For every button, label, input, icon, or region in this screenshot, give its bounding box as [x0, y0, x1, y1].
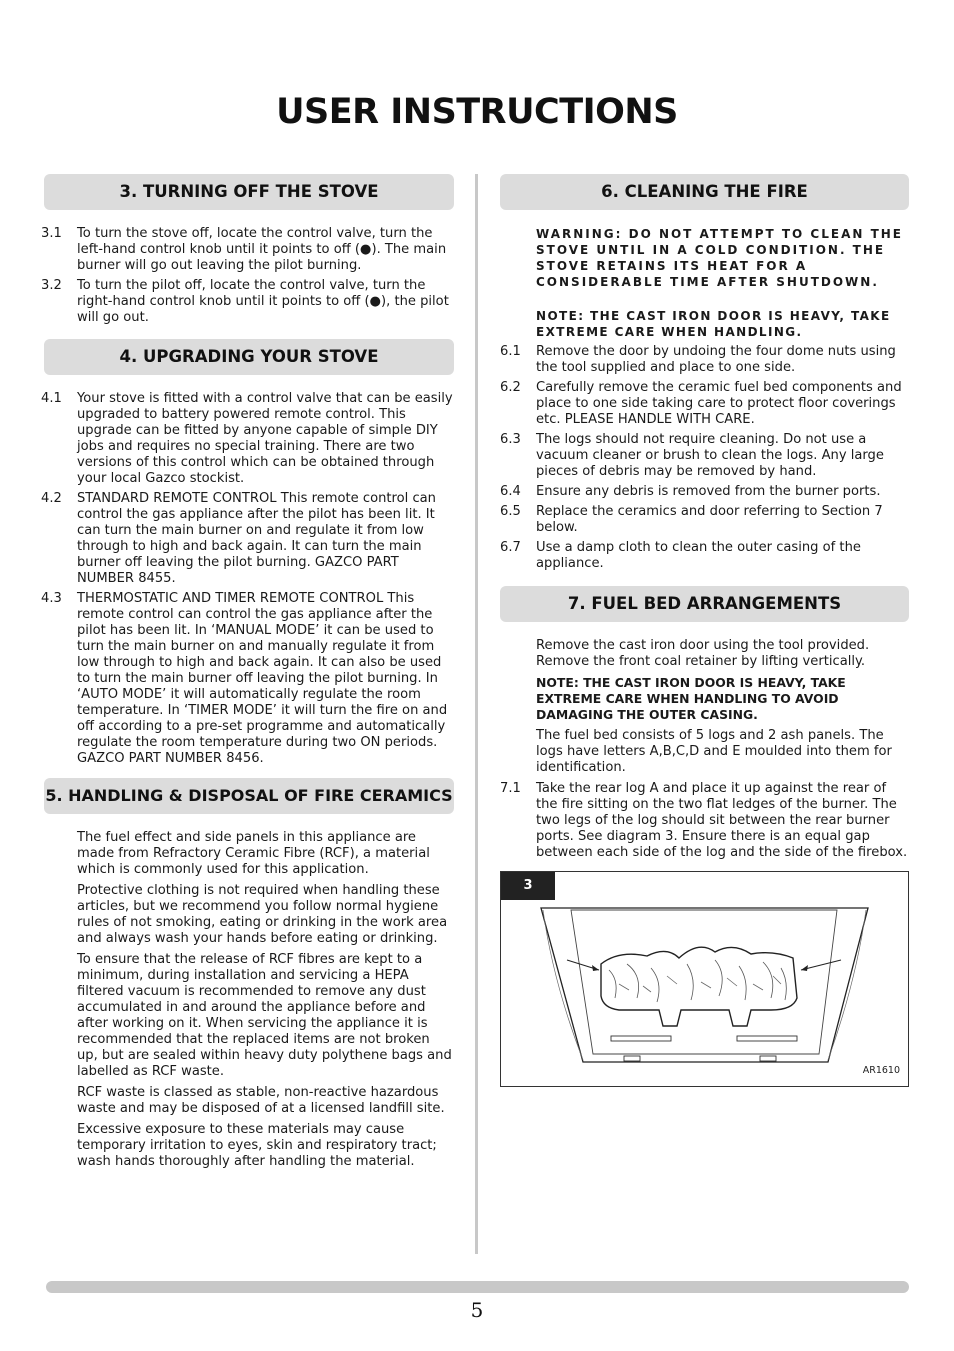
- item-number: 4.2: [41, 491, 62, 506]
- item-number: 3.2: [41, 278, 62, 293]
- section-heading-turning-off: 3. TURNING OFF THE STOVE: [44, 174, 454, 210]
- list-item: [41, 278, 454, 326]
- section-heading-upgrading: 4. UPGRADING YOUR STOVE: [44, 339, 454, 375]
- figure-number: 3: [501, 872, 555, 900]
- list-item: [41, 491, 454, 587]
- item-text: Replace the ceramics and door referring to Section 7 below.: [536, 504, 883, 535]
- item-number: 6.3: [500, 432, 521, 447]
- item-text: Remove the door by undoing the four dome nuts using the tool supplied and place to one side.: [536, 344, 896, 375]
- item-number: 3.1: [41, 226, 62, 241]
- paragraph: The fuel effect and side panels in this appliance are made from Refractory Ceramic Fibre (RCF), a material which is commonly used for this application.: [77, 830, 430, 877]
- list-item: [500, 504, 909, 536]
- ceramics-text: [41, 830, 454, 1170]
- list-item: [500, 432, 909, 480]
- section-heading-ceramics: 5. HANDLING & DISPOSAL OF FIRE CERAMICS: [44, 778, 454, 814]
- paragraph: Remove the cast iron door using the tool provided. Remove the front coal retainer by lifting vertically.: [536, 638, 870, 669]
- list-item: [500, 344, 909, 376]
- cleaning-list: [500, 344, 909, 572]
- item-number: 6.1: [500, 344, 521, 359]
- item-text: STANDARD REMOTE CONTROL This remote control can control the gas appliance after the pilot has been lit. It can turn the main burner on and regulate it from low through to high and back again. It can turn the main burner off leaving the pilot burning. GAZCO PART NUMBER 8455.: [77, 491, 436, 586]
- item-number: 4.1: [41, 391, 62, 406]
- right-column: [500, 174, 909, 1087]
- paragraph: RCF waste is classed as stable, non-reactive hazardous waste and may be disposed of at a licensed landfill site.: [77, 1085, 445, 1116]
- paragraph: To ensure that the release of RCF fibres are kept to a minimum, during installation and servicing a HEPA filtered vacuum is recommended to remove any dust accumulated in and around the appliance before and after working on it. When servicing the appliance it is recommended that the replaced items are not broken up, but are sealed within heavy duty polythene bags and labelled as RCF waste.: [77, 952, 452, 1079]
- column-divider: [475, 174, 478, 1254]
- item-number: 4.3: [41, 591, 62, 606]
- list-item: [41, 226, 454, 274]
- page-title: USER INSTRUCTIONS: [276, 92, 678, 132]
- diagram-3: [500, 871, 909, 1087]
- item-text: The logs should not require cleaning. Do not use a vacuum cleaner or brush to clean the logs. Any large pieces of debris may be removed by hand.: [536, 432, 884, 479]
- paragraph: The fuel bed consists of 5 logs and 2 ash panels. The logs have letters A,B,C,D and E moulded into them for identification.: [536, 728, 892, 775]
- list-item: [500, 380, 909, 428]
- list-item: [41, 391, 454, 487]
- item-text: Take the rear log A and place it up against the rear of the fire sitting on the two flat ledges of the burner. The two legs of the log should sit between the rear burner ports. See diagram 3. Ensure there is an equal gap between each side of the log and the side of the firebox.: [536, 781, 908, 860]
- item-text: Ensure any debris is removed from the burner ports.: [536, 484, 881, 499]
- item-number: 7.1: [500, 781, 521, 796]
- page-number: 5: [470, 1298, 484, 1322]
- item-text: To turn the pilot off, locate the control valve, turn the right-hand control knob until it points to off (●), the pilot will go out.: [77, 278, 449, 325]
- item-text: THERMOSTATIC AND TIMER REMOTE CONTROL This remote control can control the gas appliance after the pilot has been lit. In ‘MANUAL MODE’ it can be used to turn the main burner on and manually regulate it from low through to high and back again. It can also be used to turn the main burner off leaving the pilot burning. In ‘AUTO MODE’ it will automatically regulate the room temperature. In ‘TIMER MODE’ it will turn the fire on and off according to a pre-set programme and automatically regulate the room temperature during two ON periods. GAZCO PART NUMBER 8456.: [77, 591, 448, 766]
- section-heading-fuel-bed: 7. FUEL BED ARRANGEMENTS: [500, 586, 909, 622]
- paragraph: Excessive exposure to these materials may cause temporary irritation to eyes, skin and respiratory tract; wash hands thoroughly after handling the material.: [77, 1122, 437, 1169]
- figure-code: AR1610: [862, 1065, 900, 1076]
- fireplace-log-diagram: [501, 872, 908, 1086]
- item-number: 6.7: [500, 540, 521, 555]
- footer-bar: [46, 1281, 909, 1293]
- list-item: [500, 484, 909, 500]
- warning-text: WARNING: DO NOT ATTEMPT TO CLEAN THE STOVE UNTIL IN A COLD CONDITION. THE STOVE RETAINS ITS HEAT FOR A CONSIDERABLE TIME AFTER SHUTDOWN.: [536, 227, 903, 289]
- item-number: 6.4: [500, 484, 521, 499]
- list-item: [41, 591, 454, 767]
- list-item: [500, 781, 909, 861]
- item-number: 6.2: [500, 380, 521, 395]
- item-text: Your stove is fitted with a control valve that can be easily upgraded to battery powered remote control. This upgrade can be fitted by anyone capable of simple DIY jobs and requires no special training. There are two versions of this control which can be obtained through your local Gazco stockist.: [77, 391, 453, 486]
- note-text: NOTE: THE CAST IRON DOOR IS HEAVY, TAKE EXTREME CARE WHEN HANDLING TO AVOID DAMAGING THE OUTER CASING.: [536, 675, 846, 722]
- item-text: To turn the stove off, locate the control valve, turn the left-hand control knob until it points to off (●). The main burner will go out leaving the pilot burning.: [77, 226, 447, 273]
- upgrading-list: [41, 391, 454, 767]
- note-text: NOTE: THE CAST IRON DOOR IS HEAVY, TAKE EXTREME CARE WHEN HANDLING.: [536, 309, 891, 339]
- turning-off-list: [41, 226, 454, 326]
- list-item: [500, 540, 909, 572]
- section-heading-cleaning: 6. CLEANING THE FIRE: [500, 174, 909, 210]
- item-text: Carefully remove the ceramic fuel bed components and place to one side taking care to protect floor coverings etc. PLEASE HANDLE WITH CARE.: [536, 380, 902, 427]
- item-text: Use a damp cloth to clean the outer casing of the appliance.: [536, 540, 861, 571]
- paragraph: Protective clothing is not required when handling these articles, but we recommend you follow normal hygiene rules of not smoking, eating or drinking in the work area and always wash your hands before eating or drinking.: [77, 883, 448, 946]
- item-number: 6.5: [500, 504, 521, 519]
- left-column: [41, 174, 454, 1175]
